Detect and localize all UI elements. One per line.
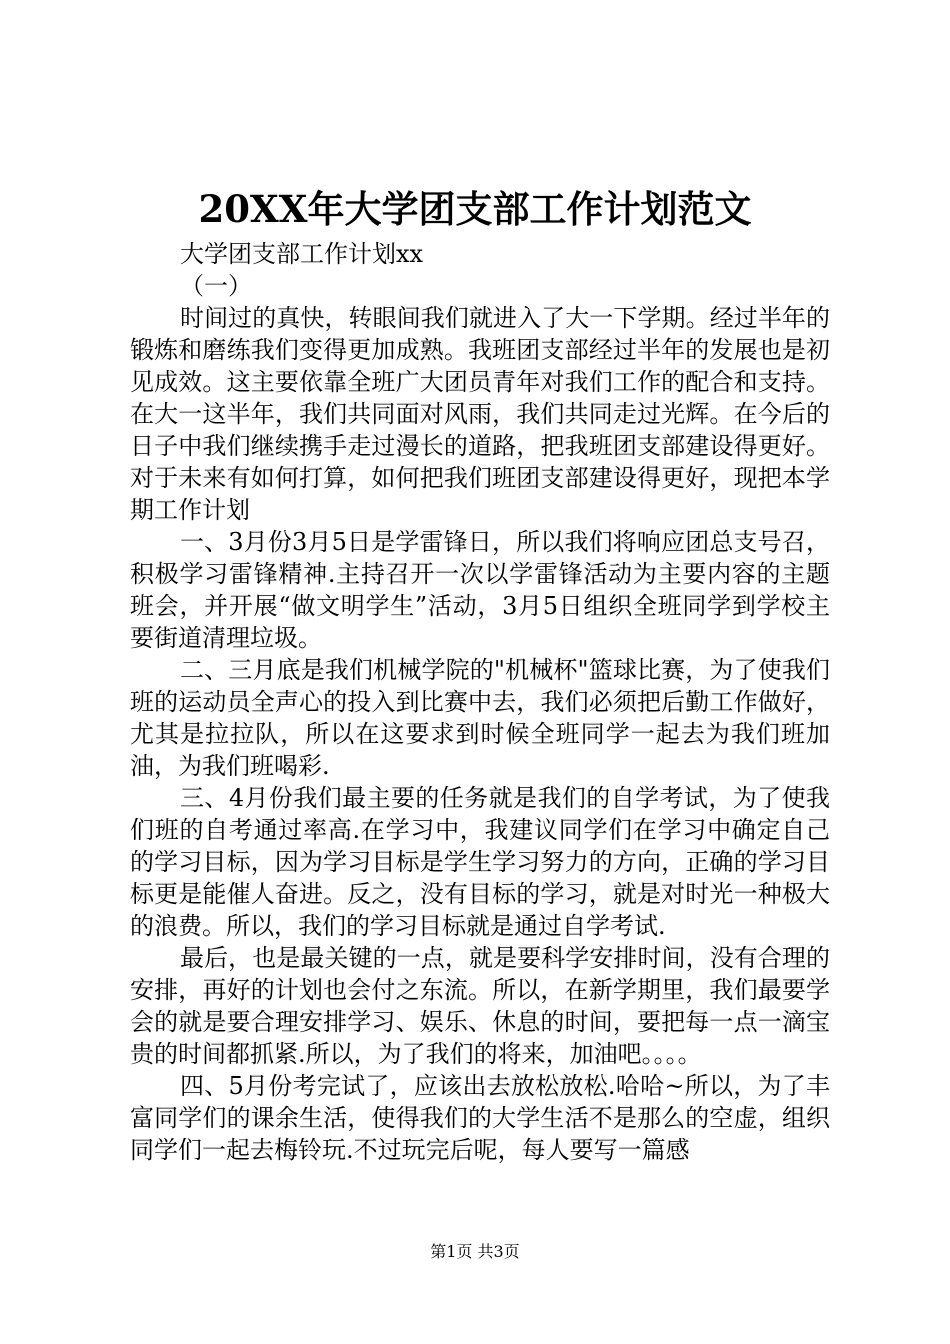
paragraph-item-2: 二、三月底是我们机械学院的"机械杯"篮球比赛，为了使我们班的运动员全声心的投入到比赛中去，我们必须把后勤工作做好，尤其是拉拉队，所以在这要求到时候全班同学一起去为我们班加油，为我们班喝彩. <box>130 656 830 780</box>
paragraph-finally: 最后，也是最关键的一点，就是要科学安排时间，没有合理的安排，再好的计划也会付之东流。所以，在新学期里，我们最要学会的就是要合理安排学习、娱乐、休息的时间，要把每一点一滴宝贵的时间都抓紧.所以，为了我们的将来，加油吧。。。。 <box>130 944 830 1068</box>
paragraph-item-3: 三、4月份我们最主要的任务就是我们的自学考试，为了使我们班的自考通过率高.在学习中，我建议同学们在学习中确定自己的学习目标，因为学习目标是学生学习努力的方向，正确的学习目标更是能催人奋进。反之，没有目标的学习，就是对时光一种极大的浪费。所以，我们的学习目标就是通过自学考试. <box>130 784 830 940</box>
subtitle-line: 大学团支部工作计划xx <box>180 240 424 268</box>
section-marker: （一） <box>180 272 252 300</box>
page-title: 20XX年大学团支部工作计划范文 <box>198 187 752 231</box>
paragraph-item-1: 一、3月份3月5日是学雷锋日，所以我们将响应团总支号召，积极学习雷锋精神.主持召开一次以学雷锋活动为主要内容的主题班会，并开展“做文明学生”活动，3月5日组织全班同学到学校主要街道清理垃圾。 <box>130 528 830 652</box>
paragraph-intro: 时间过的真快，转眼间我们就进入了大一下学期。经过半年的锻炼和磨练我们变得更加成熟。我班团支部经过半年的发展也是初见成效。这主要依靠全班广大团员青年对我们工作的配合和支持。在大一这半年，我们共同面对风雨，我们共同走过光辉。在今后的日子中我们继续携手走过漫长的道路，把我班团支部建设得更好。对于未来有如何打算，如何把我们班团支部建设得更好，现把本学期工作计划 <box>130 304 830 524</box>
paragraph-item-4: 四、5月份考完试了，应该出去放松放松.哈哈~所以，为了丰富同学们的课余生活，使得我们的大学生活不是那么的空虚，组织同学们一起去梅铃玩.不过玩完后呢，每人要写一篇感 <box>130 1072 830 1164</box>
page-number-footer: 第1页 共3页 <box>430 1242 520 1261</box>
document-body <box>130 238 830 1166</box>
